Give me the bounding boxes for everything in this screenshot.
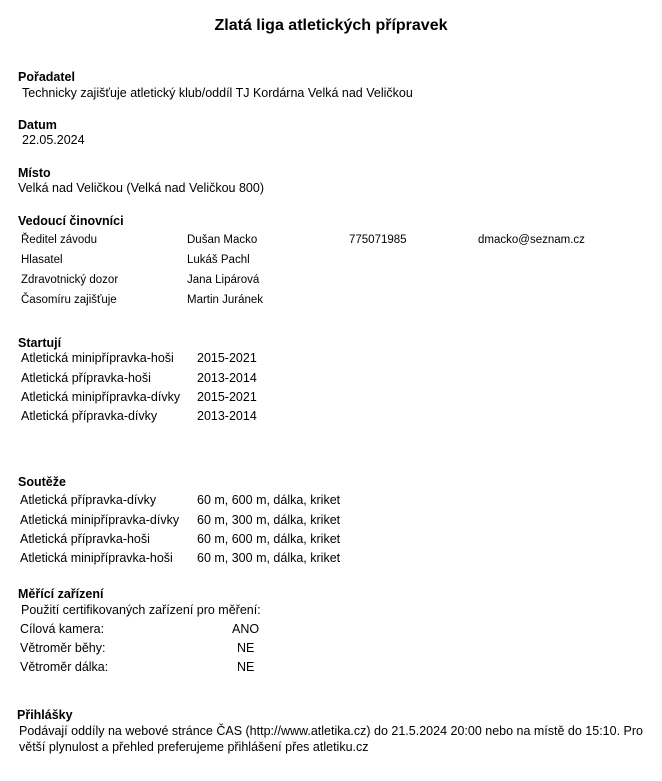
souteze-category: Atletická minipřípravka-dívky bbox=[20, 513, 180, 527]
merici-label: Větroměr dálka: bbox=[20, 660, 109, 674]
prihlasky-text: Podávají oddíly na webové stránce ČAS (http://www.atletika.cz) do 21.5.2024 20:00 nebo na místě do 15:10. Pro větší plynulost a přehled preferujeme přihlášení přes atletiku.cz bbox=[19, 724, 643, 754]
souteze-events: 60 m, 300 m, dálka, kriket bbox=[197, 513, 341, 527]
vedouci-heading: Vedoucí činovníci bbox=[18, 214, 124, 228]
vedouci-name: Lukáš Pachl bbox=[187, 254, 250, 266]
datum-heading: Datum bbox=[18, 118, 57, 132]
vedouci-role: Zdravotnický dozor bbox=[21, 274, 119, 286]
vedouci-role: Časomíru zajišťuje bbox=[21, 294, 117, 306]
vedouci-name: Jana Lipárová bbox=[187, 274, 260, 286]
vedouci-name: Dušan Macko bbox=[187, 234, 258, 246]
souteze-category: Atletická přípravka-hoši bbox=[20, 532, 150, 546]
startuji-category: Atletická přípravka-hoši bbox=[21, 371, 151, 385]
souteze-category: Atletická minipřípravka-hoši bbox=[20, 551, 173, 565]
startuji-category: Atletická minipřípravka-hoši bbox=[21, 351, 174, 365]
startuji-years: 2015-2021 bbox=[197, 390, 257, 404]
vedouci-phone: 775071985 bbox=[349, 234, 407, 246]
vedouci-name: Martin Juránek bbox=[187, 294, 264, 306]
startuji-years: 2015-2021 bbox=[197, 351, 257, 365]
merici-value: NE bbox=[237, 660, 255, 674]
merici-intro: Použití certifikovaných zařízení pro měření: bbox=[21, 603, 261, 617]
startuji-years: 2013-2014 bbox=[197, 371, 257, 385]
merici-label: Větroměr běhy: bbox=[20, 641, 106, 655]
vedouci-role: Hlasatel bbox=[21, 254, 63, 266]
prihlasky-heading: Přihlášky bbox=[17, 708, 73, 722]
poradatel-text: Technicky zajišťuje atletický klub/oddíl TJ Kordárna Velká nad Veličkou bbox=[22, 86, 413, 100]
souteze-events: 60 m, 300 m, dálka, kriket bbox=[197, 551, 341, 565]
vedouci-email: dmacko@seznam.cz bbox=[478, 234, 585, 246]
startuji-years: 2013-2014 bbox=[197, 409, 257, 423]
souteze-events: 60 m, 600 m, dálka, kriket bbox=[197, 493, 341, 507]
vedouci-role: Ředitel závodu bbox=[21, 234, 98, 246]
misto-text: Velká nad Veličkou (Velká nad Veličkou 800) bbox=[18, 181, 265, 195]
startuji-heading: Startují bbox=[18, 336, 62, 350]
souteze-heading: Soutěže bbox=[18, 475, 66, 489]
page-title: Zlatá liga atletických přípravek bbox=[214, 17, 448, 34]
startuji-category: Atletická minipřípravka-dívky bbox=[21, 390, 181, 404]
startuji-category: Atletická přípravka-dívky bbox=[21, 409, 158, 423]
merici-heading: Měřící zařízení bbox=[18, 587, 104, 601]
souteze-category: Atletická přípravka-dívky bbox=[20, 493, 157, 507]
datum-text: 22.05.2024 bbox=[22, 133, 85, 147]
poradatel-heading: Pořadatel bbox=[18, 70, 75, 84]
merici-label: Cílová kamera: bbox=[20, 622, 105, 636]
souteze-events: 60 m, 600 m, dálka, kriket bbox=[197, 532, 341, 546]
misto-heading: Místo bbox=[18, 166, 51, 180]
merici-value: NE bbox=[237, 641, 255, 655]
merici-value: ANO bbox=[232, 622, 260, 636]
